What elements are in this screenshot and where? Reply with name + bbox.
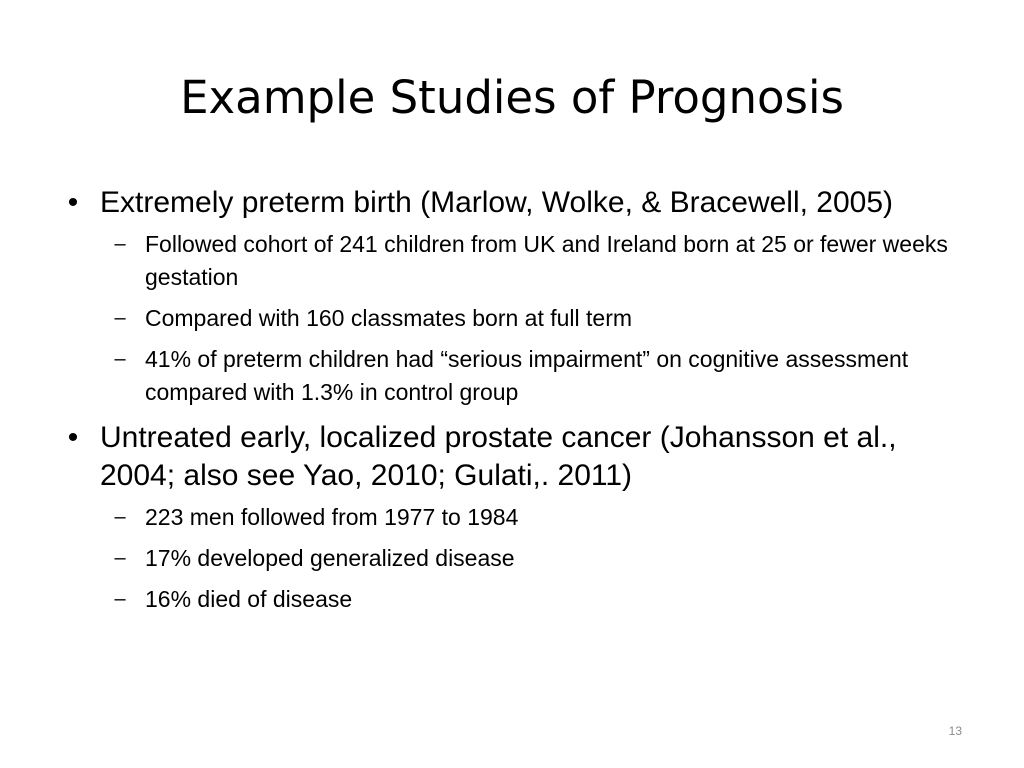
sub-bullet-item <box>58 228 968 294</box>
dash-marker: – <box>114 348 126 370</box>
bullet-marker: • <box>67 186 79 219</box>
dash-marker: – <box>114 307 126 329</box>
sub-bullet-item <box>58 302 968 335</box>
bullet-text: Extremely preterm birth (Marlow, Wolke, & Bracewell, 2005) <box>100 186 894 219</box>
sub-bullet-text: 41% of preterm children had “serious impairment” on cognitive assessment compared with 1.3% in control group <box>145 346 909 405</box>
sub-bullet-item <box>58 542 968 575</box>
slide-number: 13 <box>948 724 962 738</box>
sub-bullet-item <box>58 501 968 534</box>
slide-title: Example Studies of Prognosis <box>180 71 844 124</box>
bullet-marker: • <box>67 421 79 454</box>
sub-bullet-item <box>58 343 968 409</box>
dash-marker: – <box>114 233 126 255</box>
sub-bullet-text: Compared with 160 classmates born at full term <box>145 305 633 331</box>
slide-body <box>58 184 968 624</box>
bullet-item-preterm-birth <box>58 184 968 222</box>
dash-marker: – <box>114 506 126 528</box>
sub-bullet-item <box>58 583 968 616</box>
sub-bullet-text: 16% died of disease <box>145 586 353 612</box>
dash-marker: – <box>114 588 126 610</box>
sub-bullet-text: Followed cohort of 241 children from UK and Ireland born at 25 or fewer weeks gestation <box>145 231 948 290</box>
bullet-item-prostate-cancer <box>58 419 968 495</box>
bullet-text: Untreated early, localized prostate cancer (Johansson et al., 2004; also see Yao, 2010; Gulati,. 2011) <box>100 421 897 492</box>
dash-marker: – <box>114 547 126 569</box>
sub-bullet-text: 223 men followed from 1977 to 1984 <box>145 504 519 530</box>
sub-bullet-text: 17% developed generalized disease <box>145 545 515 571</box>
